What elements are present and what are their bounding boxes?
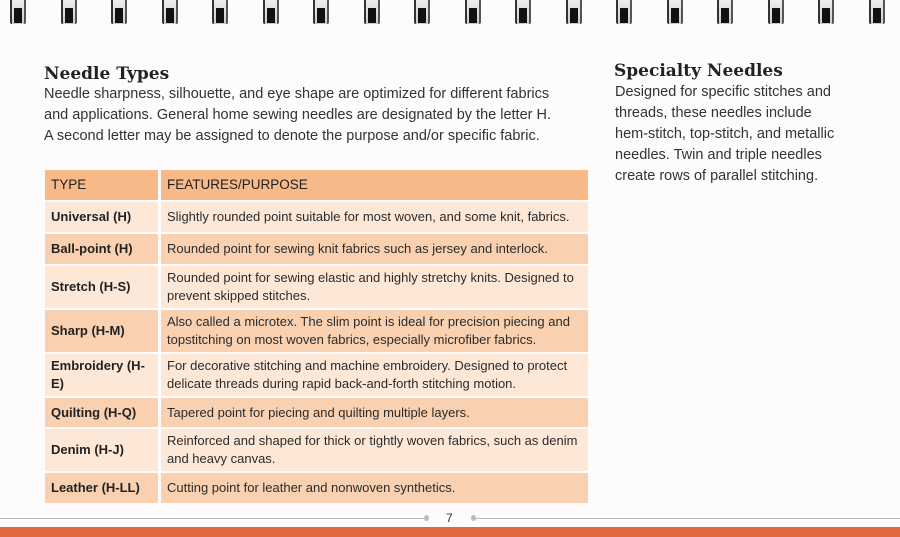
- specialty-needles-heading: Specialty Needles: [614, 61, 783, 81]
- features-line: Slightly rounded point suitable for most woven, and some knit, fabrics.: [167, 209, 570, 224]
- table-row: [45, 354, 588, 396]
- needle-type: Ball-point (H): [45, 234, 158, 264]
- features-line: Tapered point for piecing and quilting multiple layers.: [167, 404, 470, 420]
- needle-type: Sharp (H-M): [45, 310, 158, 352]
- needle-features: [161, 202, 588, 232]
- page-number: 7: [446, 511, 453, 525]
- needle-features: [161, 234, 588, 264]
- features-line: For decorative stitching and machine embroidery. Designed to protect: [167, 358, 568, 373]
- footer-rule-right: [476, 518, 900, 519]
- intro-line: and applications. General home sewing needles are designated by the letter H.: [44, 107, 552, 123]
- table-row: [45, 310, 588, 352]
- spiral-binding: [0, 0, 900, 26]
- needle-type: Embroidery (H-E): [45, 354, 158, 396]
- spiral-coil: [58, 0, 80, 24]
- features-line: delicate threads during rapid back-and-forth stitching motion.: [167, 376, 517, 391]
- spiral-coil: [411, 0, 433, 24]
- features-line: Rounded point for sewing elastic and highly stretchy knits. Designed to: [167, 270, 574, 285]
- body-line: Designed for specific stitches and: [615, 84, 831, 100]
- needle-type: Quilting (H-Q): [45, 398, 158, 427]
- features-line: Reinforced and shaped for thick or tightly woven fabrics, such as denim: [167, 433, 578, 448]
- needle-types-table: [45, 168, 588, 505]
- table-row: [45, 266, 588, 308]
- body-line: hem-stitch, top-stitch, and metallic: [615, 126, 835, 142]
- spiral-coil: [361, 0, 383, 24]
- needle-features: [161, 354, 588, 396]
- specialty-needles-body: [615, 82, 834, 187]
- needle-type: Stretch (H-S): [45, 266, 158, 308]
- spiral-coil: [765, 0, 787, 24]
- spiral-coil: [613, 0, 635, 24]
- spiral-coil: [462, 0, 484, 24]
- spiral-coil: [866, 0, 888, 24]
- needle-features: [161, 429, 588, 471]
- spiral-coil: [714, 0, 736, 24]
- features-line: Rounded point for sewing knit fabrics such as jersey and interlock.: [167, 241, 548, 256]
- orange-footer-band: [0, 527, 900, 537]
- body-line: create rows of parallel stitching.: [615, 168, 819, 184]
- needle-type: Leather (H-LL): [45, 473, 158, 503]
- spiral-coil: [7, 0, 29, 24]
- table-row: [45, 429, 588, 471]
- spiral-coil: [159, 0, 181, 24]
- table-row: [45, 398, 588, 427]
- footer-rule-left: [0, 518, 424, 519]
- features-line: prevent skipped stitches.: [167, 288, 311, 303]
- spiral-coil: [563, 0, 585, 24]
- body-line: threads, these needles include: [615, 105, 812, 121]
- intro-line: Needle sharpness, silhouette, and eye shape are optimized for different fabrics: [44, 86, 550, 102]
- column-header-type: TYPE: [45, 170, 158, 200]
- table-row: [45, 473, 588, 503]
- features-line: topstitching on most woven fabrics, especially microfiber fabrics.: [167, 332, 537, 347]
- needle-types-intro: [44, 84, 551, 147]
- spiral-coil: [815, 0, 837, 24]
- spiral-coil: [260, 0, 282, 24]
- needle-features: [161, 310, 588, 352]
- needle-types-heading: Needle Types: [44, 64, 170, 84]
- table-row: [45, 202, 588, 232]
- needle-features: [161, 266, 588, 308]
- spiral-coil: [310, 0, 332, 24]
- needle-features: [161, 473, 588, 503]
- features-line: Cutting point for leather and nonwoven synthetics.: [167, 480, 456, 495]
- needle-features: [161, 398, 588, 427]
- spiral-coil: [209, 0, 231, 24]
- features-line: Also called a microtex. The slim point is ideal for precision piecing and: [167, 314, 570, 329]
- intro-line: A second letter may be assigned to denote the purpose and/or specific fabric.: [44, 128, 540, 144]
- body-line: needles. Twin and triple needles: [615, 147, 822, 163]
- spiral-coil: [664, 0, 686, 24]
- features-line: and heavy canvas.: [167, 451, 276, 466]
- spiral-coil: [108, 0, 130, 24]
- needle-type: Universal (H): [45, 202, 158, 232]
- column-header-features: FEATURES/PURPOSE: [161, 170, 588, 200]
- needle-type: Denim (H-J): [45, 429, 158, 471]
- footer-dot: [424, 515, 429, 521]
- table-row: [45, 234, 588, 264]
- spiral-coil: [512, 0, 534, 24]
